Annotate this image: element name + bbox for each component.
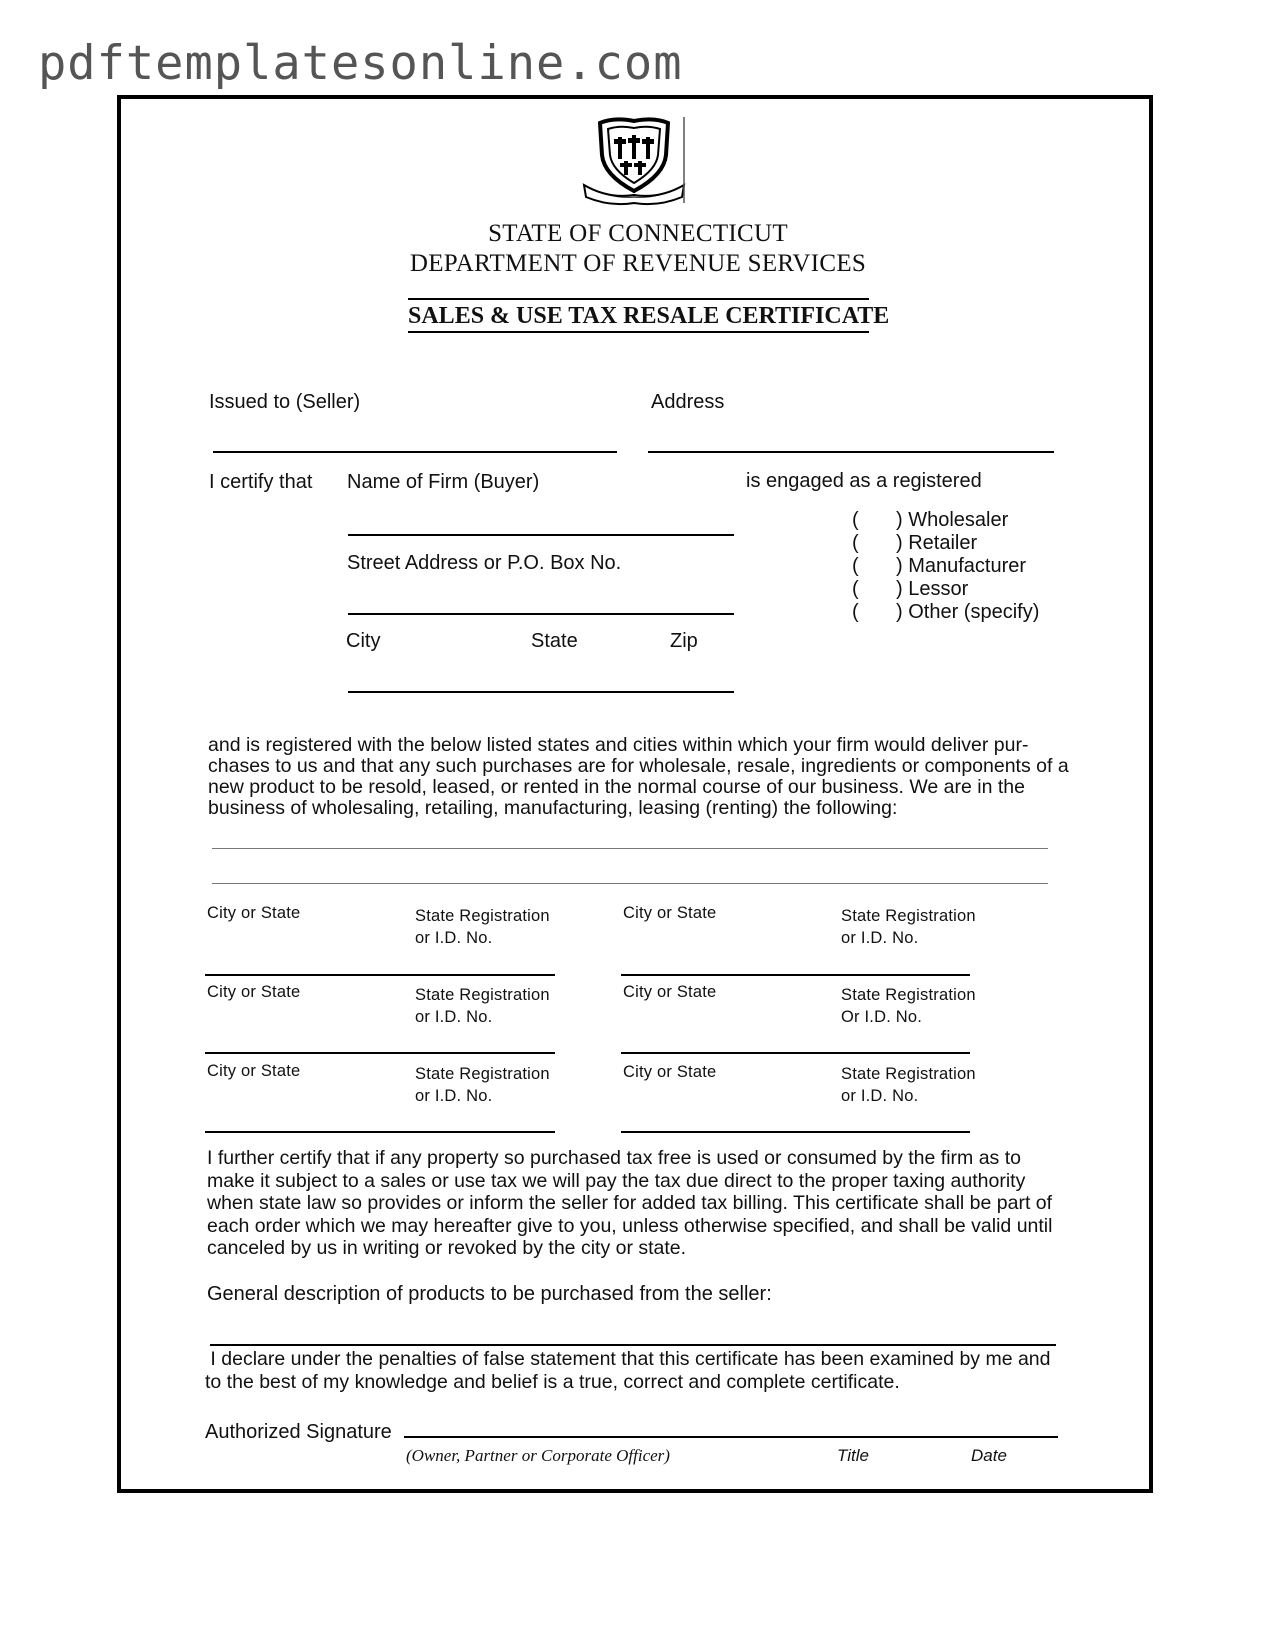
address-label: Address [651, 391, 725, 413]
signature-input[interactable] [404, 1410, 1058, 1432]
state-label: State [531, 630, 578, 652]
registration-input-4[interactable] [621, 1028, 970, 1050]
title-underline [408, 331, 869, 333]
registration-input-5[interactable] [205, 1107, 555, 1129]
issued-to-label: Issued to (Seller) [209, 391, 361, 413]
reg-id-label-6: State Registration or I.D. No. [841, 1065, 976, 1105]
further-certify-paragraph: I further certify that if any property so purchased tax free is used or consumed by the firm as to make it subject to a sales or use tax we will pay the tax due direct to the proper taxing authority when state law so provides or inform the seller for added tax billing. This certificate shall be part of each order which we may hereafter give to you, unless otherwise specified, and shall be valid until canceled by us in writing or revoked by the city or state. [207, 1147, 1053, 1259]
declaration-paragraph: I declare under the penalties of false statement that this certificate has been examined by me and to the best of my knowledge and belief is a true, correct and complete certificate. [205, 1348, 1051, 1393]
firm-name-label: Name of Firm (Buyer) [347, 471, 540, 493]
department-heading: DEPARTMENT OF REVENUE SERVICES [409, 250, 867, 277]
reg-id-label-4: State Registration Or I.D. No. [841, 986, 976, 1026]
registration-line-2 [621, 974, 970, 976]
reg-id-label-1: State Registration or I.D. No. [415, 907, 550, 947]
street-address-label: Street Address or P.O. Box No. [347, 552, 622, 574]
registration-paragraph: and is registered with the below listed states and cities within which your firm would deliver pur- chases to us and that any such purchases are for wholesale, resale, ingredients or components of a new product to be resold, leased, or rented in the normal course of our business. We are in the business of wholesaling, retailing, manufacturing, leasing (renting) the following: [208, 734, 1069, 819]
registration-line-4 [621, 1052, 970, 1054]
registration-line-3 [205, 1052, 555, 1054]
seller-address-line [648, 451, 1054, 453]
state-heading: STATE OF CONNECTICUT [488, 220, 788, 247]
reg-id-label-3: State Registration or I.D. No. [415, 986, 550, 1026]
city-state-zip-line [348, 691, 734, 693]
firm-name-line [348, 534, 734, 536]
registration-input-6[interactable] [621, 1107, 970, 1129]
date-label: Date [971, 1446, 1007, 1465]
street-address-line [348, 613, 734, 615]
product-description-line [210, 1344, 1056, 1346]
seller-name-input[interactable] [213, 425, 617, 447]
title-label: Title [837, 1446, 869, 1465]
watermark: pdftemplatesonline.com [38, 36, 683, 91]
product-description-label: General description of products to be purchased from the seller: [207, 1283, 772, 1305]
engaged-label: is engaged as a registered [746, 470, 982, 492]
reg-city-label-6: City or State [623, 1063, 717, 1081]
seller-name-line [213, 451, 617, 453]
reg-city-label-4: City or State [623, 983, 717, 1001]
reg-city-label-2: City or State [623, 904, 717, 922]
registration-input-3[interactable] [205, 1028, 555, 1050]
registration-input-2[interactable] [621, 950, 970, 972]
state-seal-icon [578, 115, 690, 207]
reg-id-label-2: State Registration or I.D. No. [841, 907, 976, 947]
checkbox-manufacturer[interactable]: ( ) Manufacturer [852, 555, 1027, 577]
reg-id-label-5: State Registration or I.D. No. [415, 1065, 550, 1105]
reg-city-label-5: City or State [207, 1062, 301, 1080]
business-description-line-1 [212, 848, 1048, 849]
registration-line-6 [621, 1131, 970, 1133]
authorized-signature-label: Authorized Signature [205, 1421, 392, 1443]
checkbox-retailer[interactable]: ( ) Retailer [852, 532, 978, 554]
reg-city-label-1: City or State [207, 904, 301, 922]
reg-city-label-3: City or State [207, 983, 301, 1001]
zip-label: Zip [670, 630, 698, 652]
firm-name-input[interactable] [348, 508, 734, 530]
registration-line-1 [205, 974, 555, 976]
checkbox-wholesaler[interactable]: ( ) Wholesaler [852, 509, 1009, 531]
product-description-input[interactable] [210, 1318, 1056, 1340]
city-label: City [346, 630, 381, 652]
business-description-line-2 [212, 883, 1048, 884]
form-title: SALES & USE TAX RESALE CERTIFICATE [408, 303, 890, 329]
seller-address-input[interactable] [648, 425, 1054, 447]
owner-note: (Owner, Partner or Corporate Officer) [406, 1446, 670, 1465]
business-description-input-1[interactable] [212, 824, 1048, 846]
street-address-input[interactable] [348, 587, 734, 609]
registration-line-5 [205, 1131, 555, 1133]
signature-line [404, 1436, 1058, 1438]
certify-label: I certify that [209, 471, 313, 493]
city-state-zip-input[interactable] [348, 665, 734, 687]
checkbox-other[interactable]: ( ) Other (specify) [852, 601, 1040, 623]
business-description-input-2[interactable] [212, 859, 1048, 881]
title-top-rule [408, 298, 869, 300]
checkbox-lessor[interactable]: ( ) Lessor [852, 578, 969, 600]
registration-input-1[interactable] [205, 950, 555, 972]
